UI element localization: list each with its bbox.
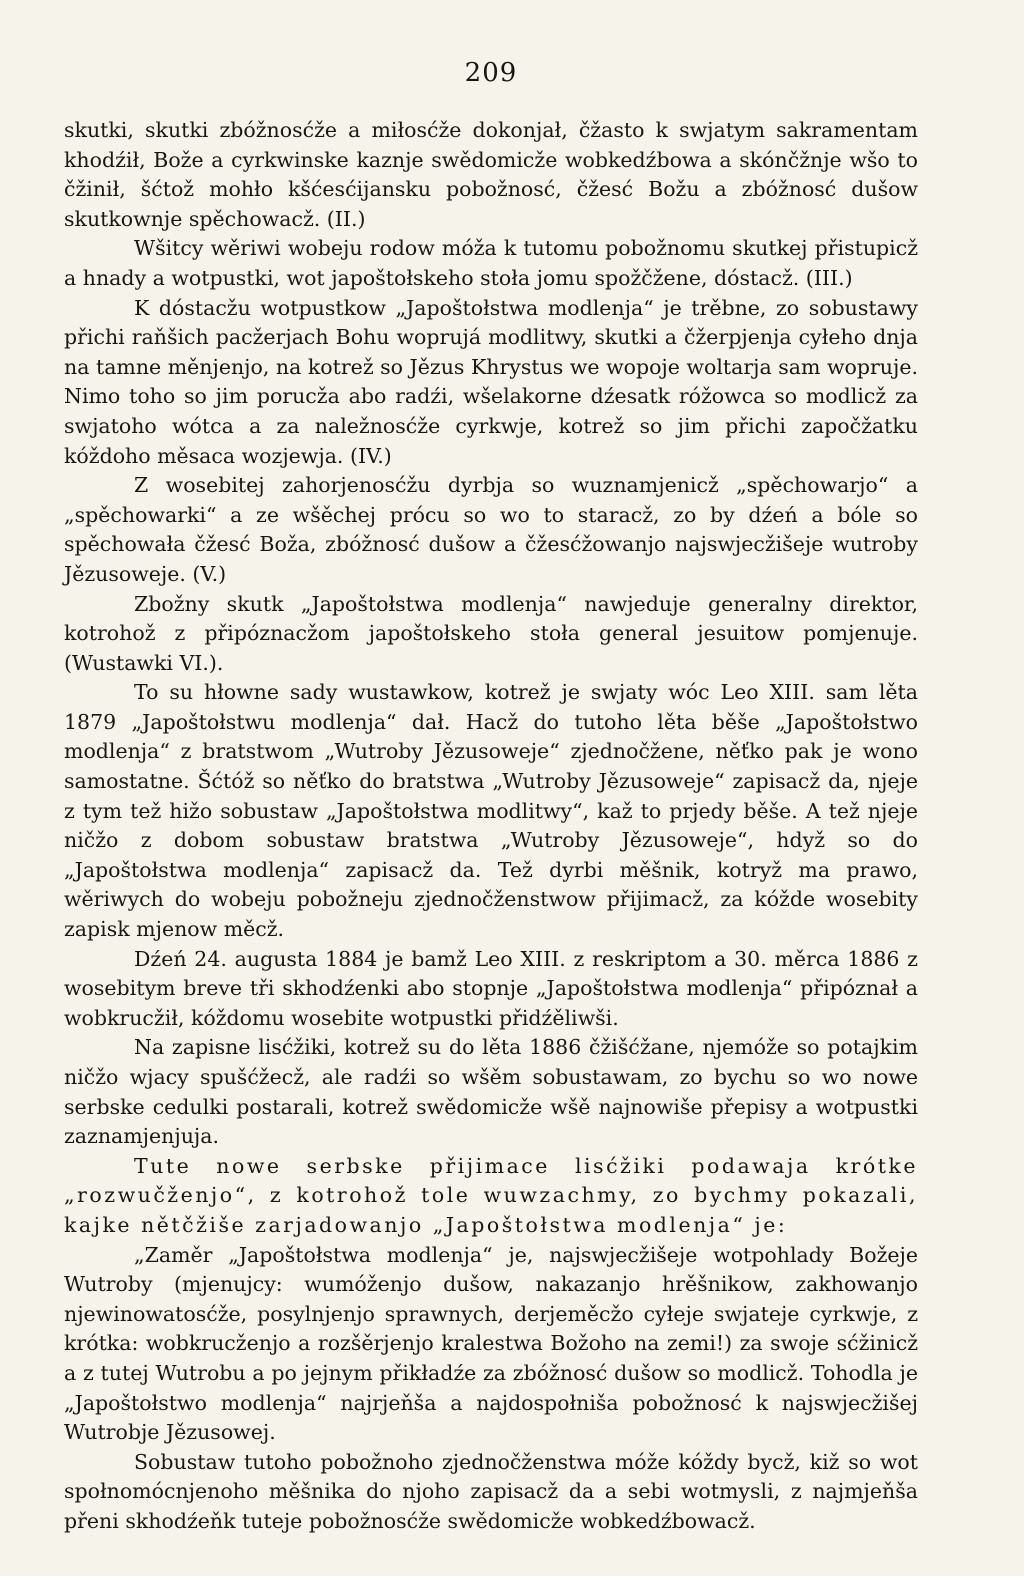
page-number: 209 — [464, 58, 518, 88]
paragraph: Zbožny skutk „Japoštołstwa modlenja“ nawjeduje generalny direktor, kotrohož z připóznacžom japoštołskeho stoła general jesuitow pomjenuje. (Wustawki VI.). — [64, 591, 918, 675]
paragraph: Wšitcy wěriwi wobeju rodow móža k tutomu pobožnomu skutkej přistupicž a hnady a wotpustki, wot japoštołskeho stoła jomu spožčžene, dóstacž. (III.) — [64, 236, 918, 290]
paragraph: K dóstacžu wotpustkow „Japoštołstwa modlenja“ je trěbne, zo sobustawy přichi raňšich pacžerjach Bohu woprujá modlitwy, skutki a čžerpjenja cyłeho dnja na tamne měnjenjo, na kotrež so Jězus Khrystus we wopoje woltarja sam wopruje. Nimo toho so jim porucža abo radźi, wšelakorne dźesatk róžowca so modlicž za swjatoho wótca a za naležnosćže cyrkwje, kotrež so jim přichi započžatku kóždoho měsaca wozjewja. (IV.) — [64, 295, 918, 468]
paragraph: Z wosebitej zahorjenosćžu dyrbja so wuznamjenicž „spěchowarjo“ a „spěchowarki“ a ze wšěchej prócu so wo to staracž, zo by dźeń a bóle so spěchowała čžesć Boža, zbóžnosć dušow a čžesćžowanjo najswjecžišeje wutroby Jězusoweje. (V.) — [64, 473, 918, 586]
paragraph: To su hłowne sady wustawkow, kotrež je swjaty wóc Leo XIII. sam lěta 1879 „Japoštołstwu modlenja“ dał. Hacž do tutoho lěta běše „Japoštołstwo modlenja“ z bratstwom „Wutroby Jězusoweje“ zjednočžene, něťko pak je wono samostatne. Šćtóž so něťko do bratstwa „Wutroby Jězusoweje“ zapisacž da, njeje z tym tež hižo sobustaw „Japoštołstwa modlitwy“, kaž to prjedy běše. A tež njeje ničžo z dobom sobustaw bratstwa „Wutroby Jězusoweje“, hdyž so do „Japoštołstwa modlenja“ zapisacž da. Tež dyrbi měšnik, kotryž ma prawo, wěriwych do wobeju pobožneju zjednočženstwow přijimacž, za kóžde wosebity zapisk mjenow měcž. — [64, 680, 918, 942]
paragraph: Dźeń 24. augusta 1884 je bamž Leo XIII. z reskriptom a 30. měrca 1886 z wosebitym breve tři skhodźenki abo stopnje „Japoštołstwa modlenja“ připóznał a wobkrucžił, kóždomu wosebite wotpustki přidźěliwši. — [64, 946, 918, 1030]
paragraph: Na zapisne lisćžiki, kotrež su do lěta 1886 čžišćžane, njemóže so potajkim ničžo wjacy spušćžecž, ale radźi so wšěm sobustawam, zo bychu so wo nowe serbske cedulki postarali, kotrež swědomicže wšě najnowiše přepisy a wotpustki zaznamjenjuja. — [64, 1035, 918, 1149]
paragraph: „Zaměr „Japoštołstwa modlenja“ je, najswjecžišeje wotpohlady Božeje Wutroby (mjenujcy: wumóženjo dušow, nakazanjo hrěšnikow, zakhowanjo njewinowatosćže, posylnjenjo sprawnych, derjeměcžo cyłeje swjateje cyrkwje, z krótka: wobkrucženjo a rozšěrjenjo kralestwa Božoho na zemi!) za swoje sćžinicž a z tutej Wutrobu a po jejnym přikładźe za zbóžnosć dušow so modlicž. Tohodla je „Japoštołstwo modlenja“ najrjeňša a najdospołniša pobožnosć k najswjecžišej Wutrobje Jězusowej. — [64, 1242, 918, 1445]
paragraph: skutki, skutki zbóžnosćže a miłosćže dokonjał, čžasto k swjatym sakramentam khodźił, Bože a cyrkwinske kaznje swědomicže wobkedźbowa a skónčžnje wšo to čžinił, šćtož mohło kšćesćijansku pobožnosć, čžesć Božu a zbóžnosć dušow skutkownje spěchowacž. (II.) — [64, 118, 918, 231]
paragraph: Sobustaw tutoho pobožnoho zjednočženstwa móže kóždy bycž, kiž so wot społnomócnjenoho měšnika do njoho zapisacž da a sebi wotmysli, z najmjeňša přeni skhodźeňk tuteje pobožnosćže swědomicže wobkedźbowacž. — [64, 1449, 918, 1533]
paragraph: Tute nowe serbske přijimace lisćžiki podawaja krótke „rozwučženjo“, z kotrohož tole wuwzachmy, zo bychmy pokazali, kajke nětčžiše zarjadowanjo „Japoštołstwa modlenja“ je: — [64, 1153, 918, 1237]
body-text — [64, 116, 918, 1537]
